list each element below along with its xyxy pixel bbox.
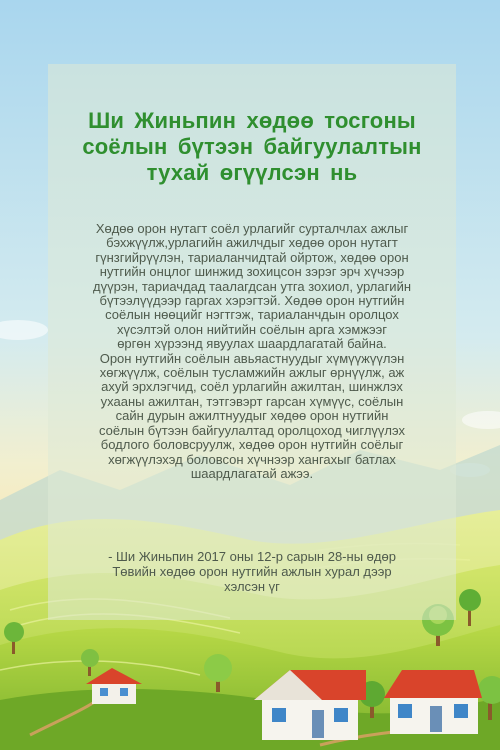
poster-body: Хөдөө орон нутагт соёл урлагийг сурталчлах ажлыг бэхжүүлж,урлагийн ажилчдыг хөдөө орон нутагт гүнзгийрүүлэн, тариаланчидтай ойртож, хөдөө орон нутгийн онцлог шинжид зохицсон зэрэг эрч хүчээр дүүрэн, тариачдад таалагдсан утга зохиол, урлагийн бүтээлүүдээр гаргах хэрэгтэй. Хөдөө орон нутгийн соёлын нөөцийг нэгтгэж, тариаланчдын оролцох хүсэлтэй олон нийтийн соёлын арга хэмжээг өргөн хүрээнд явуулах шаардлагатай байна. Орон нутгийн соёлын авьяастнуудыг хүмүүжүүлэн хөгжүүлж, соёлын тусламжийн ажлыг өрнүүлж, аж ахуй эрхлэгчид, соёл урлагийн ажилтан, шинжлэх ухааны ажилтан, тэтгэвэрт гарсан хүмүүс, соёлын сайн дурын ажилтнуудыг хөдөө орон нутгийн соёлын бүтээн байгуулалтад оролцоход чиглүүлэх бодлого боловсруулж, хөдөө орон нутгийн соёлыг хөгжүүлэхэд боловсон хүчнээр хангахыг батлах шаардлагатай ажээ. (92, 221, 412, 481)
quote-attribution: - Ши Жиньпин 2017 оны 12-р сарын 28-ны өдөр Төвийн хөдөө орон нутгийн ажлын хурал дээр хэлсэн үг (108, 549, 396, 594)
poster-title: Ши Жиньпин хөдөө тосгоны соёлын бүтээн байгуулалтын тухай өгүүлсэн нь (82, 108, 422, 185)
